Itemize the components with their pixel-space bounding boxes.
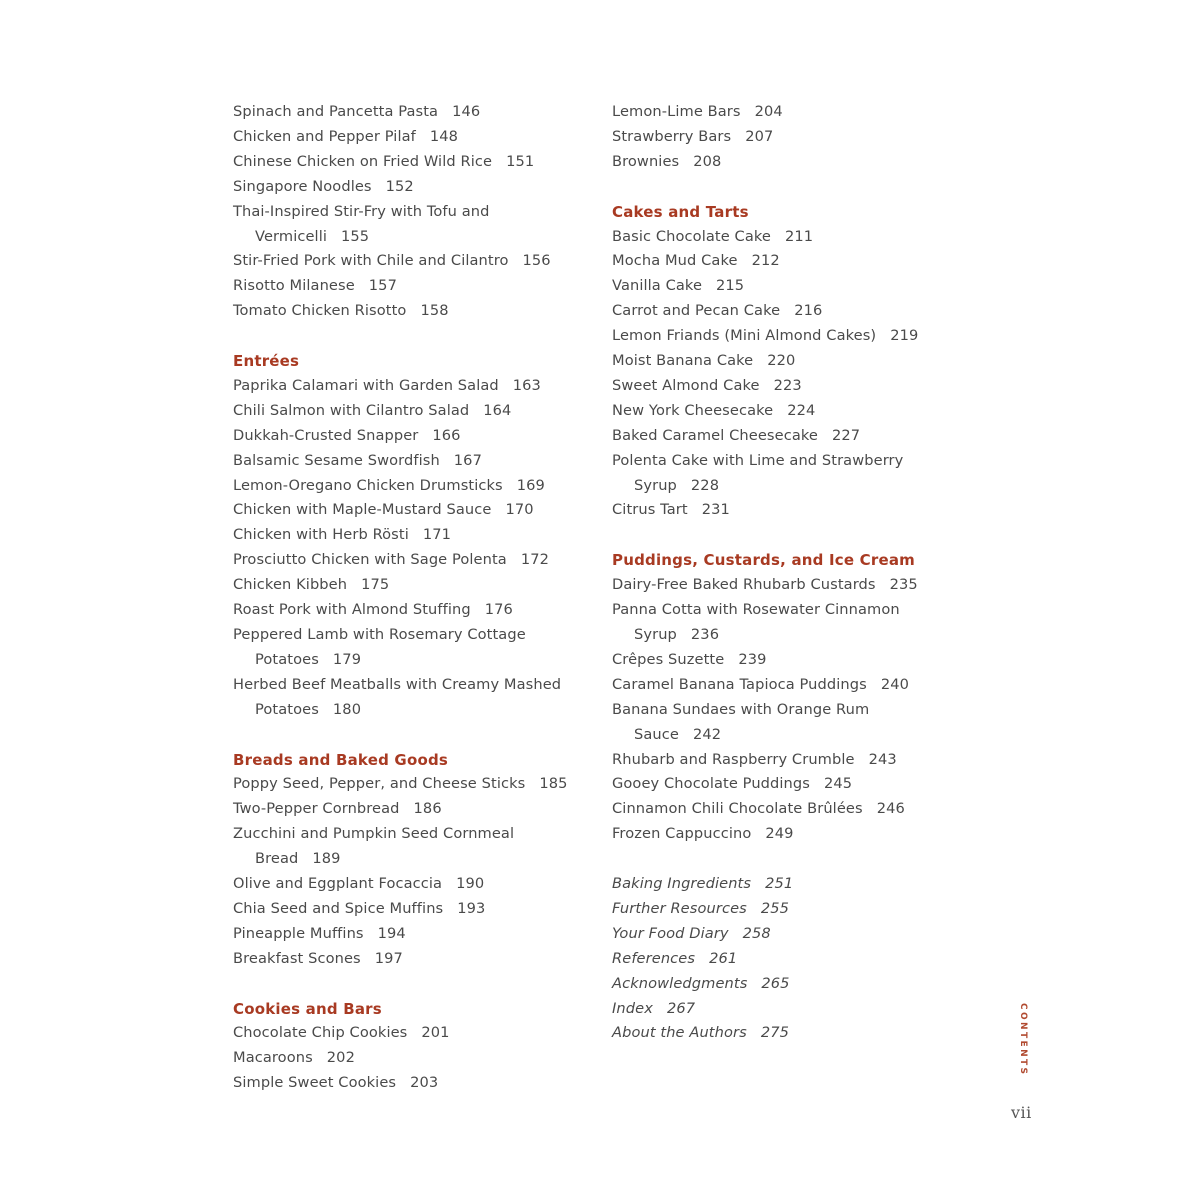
toc-entry: [233, 474, 593, 499]
toc-entry: [233, 200, 593, 225]
toc-entry: [612, 897, 942, 922]
entry-title: Moist Banana Cake: [612, 352, 754, 370]
entry-title: Baking Ingredients: [612, 875, 752, 893]
entry-title: Risotto Milanese: [233, 277, 355, 295]
entry-title: Syrup: [634, 476, 677, 494]
entry-title: Paprika Calamari with Garden Salad: [233, 376, 499, 394]
entry-page-number: 197: [374, 949, 403, 967]
toc-entry: [612, 598, 942, 623]
entry-page-number: 180: [332, 700, 362, 718]
entry-title: Sweet Almond Cake: [612, 376, 760, 394]
toc-entry: [612, 449, 942, 474]
entry-page-number: 179: [332, 650, 362, 668]
entry-title: Chinese Chicken on Fried Wild Rice: [233, 152, 493, 170]
entry-title: Index: [612, 999, 653, 1017]
entry-page-number: 255: [760, 899, 790, 917]
entry-title: Basic Chocolate Cake: [612, 227, 771, 245]
section-heading: Puddings, Custards, and Ice Cream: [612, 551, 916, 570]
entry-title: Spinach and Pancetta Pasta: [233, 103, 439, 120]
entry-title: Zucchini and Pumpkin Seed Cornmeal: [233, 825, 515, 843]
entry-page-number: 275: [760, 1024, 789, 1042]
section-spacer: [612, 523, 942, 548]
entry-page-number: 156: [522, 252, 551, 270]
toc-entry: [612, 498, 942, 523]
entry-page-number: 242: [692, 725, 722, 743]
section-spacer: [233, 972, 593, 997]
toc-entry: [233, 847, 593, 872]
entry-title: Your Food Diary: [612, 924, 729, 942]
entry-title: Acknowledgments: [612, 974, 748, 992]
entry-title: Balsamic Sesame Swordfish: [233, 451, 440, 469]
section-spacer: [612, 847, 942, 872]
entry-title: Poppy Seed, Pepper, and Cheese Sticks: [233, 775, 526, 793]
section-heading: Breads and Baked Goods: [233, 750, 449, 769]
toc-entry: [612, 972, 942, 997]
toc-entry: [612, 349, 942, 374]
entry-page-number: 193: [457, 899, 486, 917]
entry-page-number: 227: [832, 426, 861, 444]
entry-title: Thai-Inspired Stir-Fry with Tofu and: [233, 202, 490, 220]
entry-title: New York Cheesecake: [612, 401, 774, 419]
entry-title: Prosciutto Chicken with Sage Polenta: [233, 551, 507, 569]
entry-page-number: 220: [767, 352, 796, 370]
entry-page-number: 223: [773, 376, 802, 394]
entry-title: Cinnamon Chili Chocolate Brûlées: [612, 800, 863, 818]
toc-entry: [233, 822, 593, 847]
toc-entry: [233, 399, 593, 424]
toc-entry: [233, 872, 593, 897]
toc-entry: [612, 474, 942, 499]
entry-title: Brownies: [612, 152, 680, 170]
toc-column-left: [233, 100, 593, 1096]
entry-title: Baked Caramel Cheesecake: [612, 426, 818, 444]
toc-entry: [233, 374, 593, 399]
entry-page-number: 208: [693, 152, 722, 170]
entry-title: Chia Seed and Spice Muffins: [233, 899, 444, 917]
entry-page-number: 194: [377, 924, 406, 942]
entry-page-number: 164: [483, 401, 512, 419]
entry-page-number: 167: [453, 451, 482, 469]
entry-title: Sauce: [634, 725, 679, 743]
entry-page-number: 157: [368, 277, 397, 295]
entry-title: Simple Sweet Cookies: [233, 1074, 397, 1092]
entry-page-number: 211: [784, 227, 814, 245]
toc-entry: [233, 1021, 593, 1046]
section-heading: Entrées: [233, 352, 300, 371]
entry-title: Two-Pepper Cornbread: [233, 800, 400, 818]
entry-page-number: 203: [410, 1074, 439, 1092]
toc-entry: [233, 598, 593, 623]
section-spacer: [233, 723, 593, 748]
entry-page-number: 172: [520, 551, 550, 569]
entry-page-number: 224: [787, 401, 816, 419]
toc-entry: [612, 125, 942, 150]
entry-page-number: 171: [422, 526, 452, 544]
toc-entry: [612, 100, 942, 125]
entry-page-number: 170: [505, 501, 534, 519]
entry-page-number: 175: [361, 576, 390, 594]
toc-column-right: [612, 100, 942, 1046]
entry-page-number: 190: [456, 875, 485, 893]
entry-title: Banana Sundaes with Orange Rum: [612, 700, 870, 718]
toc-entry: [612, 997, 942, 1022]
toc-entry: [233, 897, 593, 922]
entry-page-number: 146: [452, 103, 481, 120]
toc-entry: [612, 274, 942, 299]
entry-title: Stir-Fried Pork with Chile and Cilantro: [233, 252, 509, 270]
entry-page-number: 235: [889, 576, 918, 594]
entry-title: Citrus Tart: [612, 501, 688, 519]
entry-page-number: 251: [765, 875, 794, 893]
section-spacer: [612, 175, 942, 200]
toc-entry: [612, 648, 942, 673]
toc-entry: [612, 299, 942, 324]
entry-page-number: 163: [512, 376, 541, 394]
toc-entry: [233, 274, 593, 299]
toc-entry: [612, 797, 942, 822]
entry-title: About the Authors: [612, 1024, 747, 1042]
entry-title: Roast Pork with Almond Stuffing: [233, 601, 471, 619]
toc-entry: [233, 797, 593, 822]
entry-page-number: 265: [761, 974, 790, 992]
toc-entry: [233, 947, 593, 972]
entry-page-number: 243: [868, 750, 897, 768]
entry-title: Caramel Banana Tapioca Puddings: [612, 675, 867, 693]
entry-title: Pineapple Muffins: [233, 924, 364, 942]
entry-title: Singapore Noodles: [233, 177, 372, 195]
toc-entry: [612, 150, 942, 175]
section-spacer: [233, 324, 593, 349]
toc-entry: [233, 498, 593, 523]
entry-page-number: 169: [516, 476, 545, 494]
entry-title: Chicken with Maple-Mustard Sauce: [233, 501, 492, 519]
entry-title: Vermicelli: [255, 227, 328, 245]
entry-page-number: 261: [709, 949, 738, 967]
toc-entry: [612, 673, 942, 698]
entry-page-number: 258: [742, 924, 771, 942]
entry-title: Tomato Chicken Risotto: [233, 302, 407, 320]
toc-entry: [612, 374, 942, 399]
entry-title: Gooey Chocolate Puddings: [612, 775, 810, 793]
entry-page-number: 186: [413, 800, 442, 818]
entry-page-number: 267: [666, 999, 696, 1017]
toc-entry: [233, 449, 593, 474]
entry-title: Lemon-Lime Bars: [612, 103, 741, 120]
toc-entry: [612, 1021, 942, 1046]
entry-page-number: 166: [432, 426, 461, 444]
toc-entry: [612, 947, 942, 972]
entry-title: Lemon Friands (Mini Almond Cakes): [612, 327, 877, 345]
entry-page-number: 245: [823, 775, 853, 793]
entry-title: Rhubarb and Raspberry Crumble: [612, 750, 855, 768]
entry-title: Panna Cotta with Rosewater Cinnamon: [612, 601, 900, 619]
entry-title: Syrup: [634, 626, 677, 643]
entry-page-number: 212: [751, 252, 780, 270]
entry-page-number: 202: [326, 1049, 355, 1067]
entry-page-number: 215: [716, 277, 745, 295]
entry-title: Carrot and Pecan Cake: [612, 302, 781, 320]
entry-page-number: 231: [701, 501, 730, 519]
entry-title: Crêpes Suzette: [612, 650, 725, 668]
entry-page-number: 216: [794, 302, 823, 320]
toc-entry: [233, 772, 593, 797]
entry-title: References: [612, 949, 696, 967]
entry-title: Chicken and Pepper Pilaf: [233, 127, 416, 145]
toc-entry: [233, 150, 593, 175]
entry-page-number: 185: [539, 775, 568, 793]
entry-page-number: 155: [341, 227, 370, 245]
entry-title: Frozen Cappuccino: [612, 825, 752, 843]
toc-entry: [233, 175, 593, 200]
toc-entry: [612, 748, 942, 773]
entry-title: Dairy-Free Baked Rhubarb Custards: [612, 576, 876, 594]
toc-entry: [233, 648, 593, 673]
entry-title: Strawberry Bars: [612, 127, 732, 145]
toc-entry: [233, 623, 593, 648]
entry-page-number: 239: [738, 650, 767, 668]
entry-title: Further Resources: [612, 899, 747, 917]
toc-entry: [233, 299, 593, 324]
toc-entry: [612, 922, 942, 947]
toc-entry: [233, 125, 593, 150]
entry-page-number: 246: [876, 800, 905, 818]
toc-entry: [612, 225, 942, 250]
toc-entry: [612, 872, 942, 897]
entry-title: Chocolate Chip Cookies: [233, 1024, 408, 1042]
section-heading: Cookies and Bars: [233, 999, 382, 1018]
toc-entry: [612, 249, 942, 274]
entry-page-number: 240: [880, 675, 909, 693]
entry-page-number: 201: [421, 1024, 450, 1042]
entry-page-number: 249: [765, 825, 794, 843]
toc-entry: [612, 772, 942, 797]
entry-title: Mocha Mud Cake: [612, 252, 738, 270]
section-heading: Cakes and Tarts: [612, 202, 749, 221]
entry-title: Macaroons: [233, 1049, 313, 1067]
entry-page-number: 158: [420, 302, 449, 320]
entry-title: Breakfast Scones: [233, 949, 361, 967]
entry-title: Chicken with Herb Rösti: [233, 526, 409, 544]
toc-entry: [612, 573, 942, 598]
entry-page-number: 204: [754, 103, 783, 120]
entry-title: Chili Salmon with Cilantro Salad: [233, 401, 470, 419]
toc-entry: [612, 324, 942, 349]
toc-entry: [233, 698, 593, 723]
toc-entry: [233, 573, 593, 598]
entry-title: Olive and Eggplant Focaccia: [233, 875, 443, 893]
toc-entry: [233, 100, 593, 125]
entry-title: Dukkah-Crusted Snapper: [233, 426, 419, 444]
toc-entry: [612, 424, 942, 449]
toc-entry: [612, 623, 942, 648]
toc-entry: [233, 1071, 593, 1096]
toc-entry: [233, 225, 593, 250]
entry-page-number: 219: [890, 327, 919, 345]
entry-page-number: 207: [745, 127, 774, 145]
toc-entry: [612, 399, 942, 424]
toc-entry: [612, 822, 942, 847]
entry-title: Herbed Beef Meatballs with Creamy Mashed: [233, 675, 562, 693]
entry-page-number: 189: [312, 850, 341, 868]
entry-title: Peppered Lamb with Rosemary Cottage: [233, 626, 526, 644]
entry-title: Bread: [255, 850, 299, 868]
toc-entry: [612, 698, 942, 723]
entry-page-number: 176: [484, 601, 513, 619]
entry-page-number: 228: [690, 476, 720, 494]
entry-title: Chicken Kibbeh: [233, 576, 348, 594]
toc-entry: [233, 922, 593, 947]
entry-page-number: 148: [429, 127, 459, 145]
toc-entry: [233, 523, 593, 548]
entry-title: Polenta Cake with Lime and Strawberry: [612, 451, 904, 469]
entry-title: Vanilla Cake: [612, 277, 703, 295]
entry-title: Potatoes: [255, 700, 319, 718]
page-number: vii: [1011, 1103, 1032, 1122]
entry-page-number: 236: [690, 626, 720, 643]
entry-page-number: 151: [506, 152, 535, 170]
toc-entry: [233, 673, 593, 698]
entry-title: Lemon-Oregano Chicken Drumsticks: [233, 476, 503, 494]
entry-page-number: 152: [385, 177, 414, 195]
toc-entry: [233, 548, 593, 573]
toc-entry: [612, 723, 942, 748]
toc-entry: [233, 424, 593, 449]
toc-entry: [233, 249, 593, 274]
running-head: CONTENTS: [1018, 1003, 1028, 1077]
toc-entry: [233, 1046, 593, 1071]
entry-title: Potatoes: [255, 650, 319, 668]
